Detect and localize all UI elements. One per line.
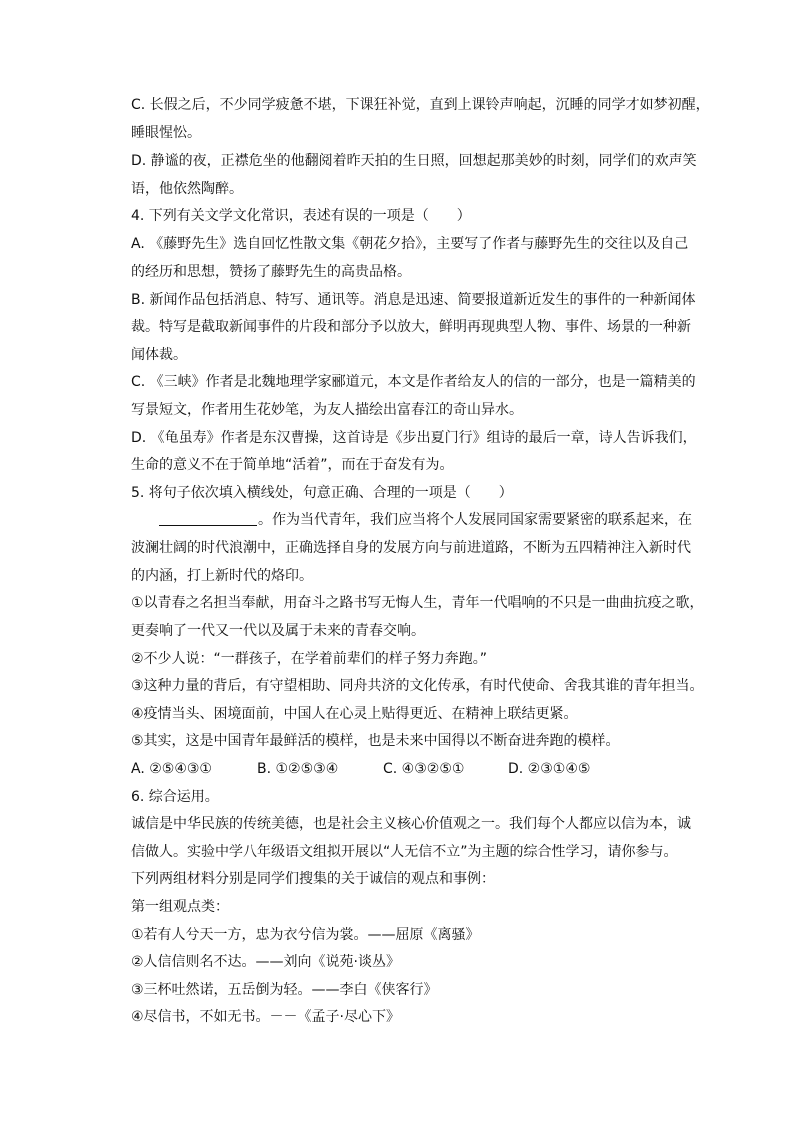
- question-4-stem: 4. 下列有关文学文化常识，表述有误的一项是（ ）: [131, 208, 471, 224]
- q3-option-c-line2: 睡眼惺忪。: [131, 125, 201, 141]
- q4-option-c-line2: 写景短文，作者用生花妙笔，为友人描绘出富春江的奇山异水。: [131, 402, 523, 418]
- q4-option-b-line3: 闻体裁。: [131, 347, 187, 363]
- q5-passage-line1-text: 。作为当代青年，我们应当将个人发展同国家需要紧密的联系起来，在: [258, 512, 692, 528]
- q5-sentence-1-line2: 更奏响了一代又一代以及属于未来的青春交响。: [131, 623, 425, 639]
- q3-option-c-line1: C. 长假之后，不少同学疲惫不堪，下课狂补觉，直到上课铃声响起，沉睡的同学才如梦初醒，: [131, 97, 710, 113]
- fill-in-blank: [159, 511, 257, 526]
- q4-option-a-line1: A. 《藤野先生》选自回忆性散文集《朝花夕拾》，主要写了作者与藤野先生的交往以及自己: [131, 236, 689, 252]
- q6-intro-line1: 诚信是中华民族的传统美德，也是社会主义核心价值观之一。我们每个人都应以信为本，诚: [131, 816, 691, 832]
- q5-option-c: C. ④③②⑤①: [383, 761, 465, 777]
- q6-group1-heading: 第一组观点类：: [131, 899, 229, 915]
- q3-option-d-line1: D. 静谧的夜，正襟危坐的他翻阅着昨天拍的生日照，回想起那美妙的时刻，同学们的欢声笑: [131, 153, 697, 169]
- q4-option-a-line2: 的经历和思想，赞扬了藤野先生的高贵品格。: [131, 264, 411, 280]
- q4-option-d-line2: 生命的意义不在于简单地“活着”，而在于奋发有为。: [131, 457, 454, 473]
- q5-sentence-5: ⑤其实，这是中国青年最鲜活的模样，也是未来中国得以不断奋进奔跑的模样。: [131, 733, 620, 749]
- q5-sentence-4: ④疫情当头、困境面前，中国人在心灵上贴得更近、在精神上联结更紧。: [131, 706, 578, 722]
- q6-quote-4: ④尽信书，不如无书。－－《孟子·尽心下》: [131, 1009, 400, 1025]
- q6-intro-line2: 信做人。实验中学八年级语文组拟开展以“人无信不立”为主题的综合性学习，请你参与。: [131, 844, 678, 860]
- q5-option-d: D. ②③①④⑤: [508, 761, 591, 777]
- q5-option-a: A. ②⑤④③①: [131, 761, 212, 777]
- q4-option-b-line1: B. 新闻作品包括消息、特写、通讯等。消息是迅速、简要报道新近发生的事件的一种新闻体: [131, 292, 696, 308]
- q5-passage-line1: [159, 511, 692, 529]
- question-5-stem: 5. 将句子依次填入横线处，句意正确、合理的一项是（ ）: [131, 485, 513, 501]
- q5-passage-line3: 的内涵，打上新时代的烙印。: [131, 568, 313, 584]
- q4-option-d-line1: D. 《龟虽寿》作者是东汉曹操，这首诗是《步出夏门行》组诗的最后一章，诗人告诉我们，: [131, 430, 697, 446]
- question-6-stem: 6. 综合运用。: [131, 789, 219, 805]
- q3-option-d-line2: 语，他依然陶醉。: [131, 181, 243, 197]
- q5-passage-line2: 波澜壮阔的时代浪潮中，正确选择自身的发展方向与前进道路，不断为五四精神注入新时代: [131, 540, 691, 556]
- q5-option-b: B. ①②⑤③④: [257, 761, 339, 777]
- q5-sentence-2: ②不少人说：“一群孩子，在学着前辈们的样子努力奔跑。”: [131, 651, 488, 667]
- q6-quote-1: ①若有人兮天一方，忠为衣兮信为裳。——屈原《离骚》: [131, 927, 480, 943]
- q6-quote-3: ③三杯吐然诺，五岳倒为轻。——李白《侠客行》: [131, 982, 438, 998]
- q6-quote-2: ②人信信则名不达。——刘向《说苑·谈丛》: [131, 954, 400, 970]
- q4-option-b-line2: 裁。特写是截取新闻事件的片段和部分予以放大，鲜明再现典型人物、事件、场景的一种新: [131, 319, 691, 335]
- q6-intro-line3: 下列两组材料分别是同学们搜集的关于诚信的观点和事例：: [131, 871, 495, 887]
- q5-sentence-3: ③这种力量的背后，有守望相助、同舟共济的文化传承，有时代使命、舍我其谁的青年担当。: [131, 678, 704, 694]
- q4-option-c-line1: C. 《三峡》作者是北魏地理学家郦道元，本文是作者给友人的信的一部分，也是一篇精美的: [131, 374, 696, 390]
- q5-sentence-1-line1: ①以青春之名担当奉献，用奋斗之路书写无悔人生，青年一代唱响的不只是一曲曲抗疫之歌，: [131, 595, 704, 611]
